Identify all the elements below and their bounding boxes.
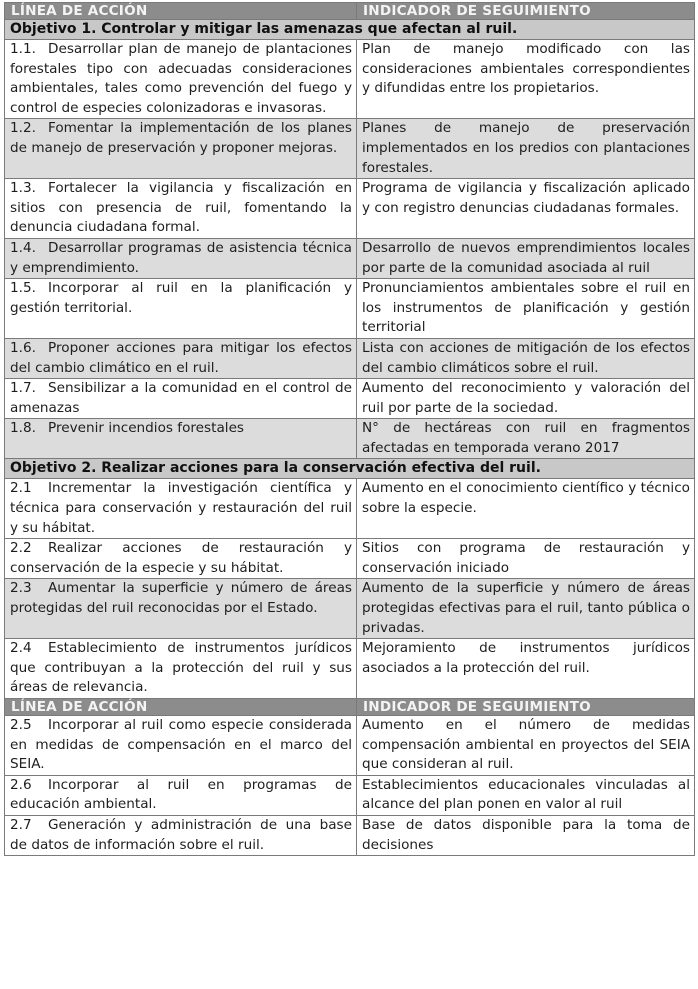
header-accion: LÍNEA DE ACCIÓN (5, 3, 357, 20)
table-row (5, 119, 695, 179)
accion-cell (5, 639, 357, 699)
accion-text: Realizar acciones de restauración y conservación de la especie y su hábitat. (10, 540, 352, 576)
accion-text: Fortalecer la vigilancia y fiscalización en sitios con presencia de ruil, fomentando la denuncia ciudadana formal. (10, 180, 352, 236)
accion-cell (5, 815, 357, 855)
accion-text: Incrementar la investigación científica y técnica para conservación y restauración del ruil y su hábitat. (10, 480, 352, 536)
row-number: 1.4. (10, 239, 36, 256)
accion-text: Incorporar al ruil en programas de educación ambiental. (10, 776, 352, 813)
indicador-cell: Aumento en el conocimiento científico y técnico sobre la especie. (357, 479, 695, 539)
table-row (5, 279, 695, 339)
table-header (5, 699, 695, 716)
accion-cell (5, 279, 357, 339)
row-number: 1.1. (10, 41, 36, 57)
indicador-cell: Base de datos disponible para la toma de decisiones (357, 815, 695, 855)
row-number: 1.3. (10, 180, 36, 197)
objective-row (5, 20, 695, 40)
row-number: 1.6. (10, 339, 36, 356)
table-row (5, 579, 695, 639)
accion-cell (5, 379, 357, 419)
accion-cell (5, 579, 357, 639)
indicador-cell: Desarrollo de nuevos emprendimientos locales por parte de la comunidad asociada al ruil (357, 238, 695, 278)
accion-text: Incorporar al ruil como especie considerada en medidas de compensación en el marco del SEIA. (10, 717, 352, 773)
accion-text: Proponer acciones para mitigar los efectos del cambio climático en el ruil. (10, 339, 352, 376)
indicador-cell: Pronunciamientos ambientales sobre el ruil en los instrumentos de planificación y gestión territorial (357, 279, 695, 339)
accion-cell (5, 119, 357, 179)
table-row (5, 40, 695, 119)
row-number: 2.4 (10, 640, 32, 657)
document-page (4, 2, 694, 856)
row-number: 2.1 (10, 480, 32, 497)
accion-cell (5, 179, 357, 239)
accion-text: Aumentar la superficie y número de áreas protegidas del ruil reconocidas por el Estado. (10, 580, 352, 617)
row-number: 1.5. (10, 280, 36, 297)
accion-text: Incorporar al ruil en la planificación y gestión territorial. (10, 280, 352, 316)
accion-cell (5, 40, 357, 119)
table-row (5, 815, 695, 855)
accion-cell (5, 338, 357, 378)
table-header (5, 3, 695, 20)
table-row (5, 238, 695, 278)
accion-text: Prevenir incendios forestales (48, 420, 245, 437)
table-row (5, 639, 695, 699)
table-row (5, 479, 695, 539)
table-row (5, 379, 695, 419)
accion-cell (5, 716, 357, 776)
row-number: 1.7. (10, 380, 36, 397)
table-row (5, 716, 695, 776)
table-row (5, 419, 695, 459)
table-row (5, 179, 695, 239)
accion-text: Generación y administración de una base de datos de información sobre el ruil. (10, 816, 352, 853)
indicador-cell: Mejoramiento de instrumentos jurídicos asociados a la protección del ruil. (357, 639, 695, 699)
accion-text: Desarrollar plan de manejo de plantaciones forestales tipo con adecuadas consideraciones ambientales, tales como prevención del fuego y control de especies colonizadoras e invasoras. (10, 41, 352, 116)
indicador-cell: Lista con acciones de mitigación de los efectos del cambio climáticos sobre el ruil. (357, 338, 695, 378)
indicador-cell: Programa de vigilancia y fiscalización aplicado y con registro denuncias ciudadanas formales. (357, 179, 695, 239)
objective-2-title: Objetivo 2. Realizar acciones para la conservación efectiva del ruil. (5, 459, 695, 479)
indicador-cell: Planes de manejo de preservación implementados en los predios con plantaciones forestales. (357, 119, 695, 179)
indicador-cell: Aumento del reconocimiento y valoración del ruil por parte de la sociedad. (357, 379, 695, 419)
header-accion: LÍNEA DE ACCIÓN (5, 699, 357, 716)
indicador-cell: Aumento de la superficie y número de áreas protegidas efectivas para el ruil, tanto pública o privadas. (357, 579, 695, 639)
accion-cell (5, 775, 357, 815)
header-indicador: INDICADOR DE SEGUIMIENTO (357, 699, 695, 716)
row-number: 2.5 (10, 717, 32, 733)
row-number: 1.2. (10, 120, 36, 137)
row-number: 2.7 (10, 816, 32, 833)
table-row (5, 775, 695, 815)
table-row (5, 539, 695, 579)
row-number: 2.6 (10, 776, 32, 793)
accion-cell (5, 419, 357, 459)
action-plan-table (4, 2, 695, 856)
indicador-cell: Establecimientos educacionales vinculadas al alcance del plan ponen en valor al ruil (357, 775, 695, 815)
accion-text: Establecimiento de instrumentos jurídicos que contribuyan a la protección del ruil y sus áreas de relevancia. (10, 640, 352, 696)
row-number: 1.8. (10, 420, 36, 437)
accion-text: Sensibilizar a la comunidad en el control de amenazas (10, 380, 352, 416)
header-indicador: INDICADOR DE SEGUIMIENTO (357, 3, 695, 20)
accion-text: Desarrollar programas de asistencia técnica y emprendimiento. (10, 239, 352, 276)
indicador-cell: Aumento en el número de medidas compensación ambiental en proyectos del SEIA que consideran al ruil. (357, 716, 695, 776)
objective-1-title: Objetivo 1. Controlar y mitigar las amenazas que afectan al ruil. (5, 20, 695, 40)
objective-row (5, 459, 695, 479)
row-number: 2.3 (10, 580, 32, 597)
indicador-cell: Sitios con programa de restauración y conservación iniciado (357, 539, 695, 579)
accion-cell (5, 238, 357, 278)
accion-cell (5, 479, 357, 539)
indicador-cell: N° de hectáreas con ruil en fragmentos afectadas en temporada verano 2017 (357, 419, 695, 459)
accion-text: Fomentar la implementación de los planes de manejo de preservación y proponer mejoras. (10, 120, 352, 156)
accion-cell (5, 539, 357, 579)
indicador-cell: Plan de manejo modificado con las consideraciones ambientales correspondientes y difundidas entre los propietarios. (357, 40, 695, 119)
row-number: 2.2 (10, 540, 32, 557)
table-row (5, 338, 695, 378)
